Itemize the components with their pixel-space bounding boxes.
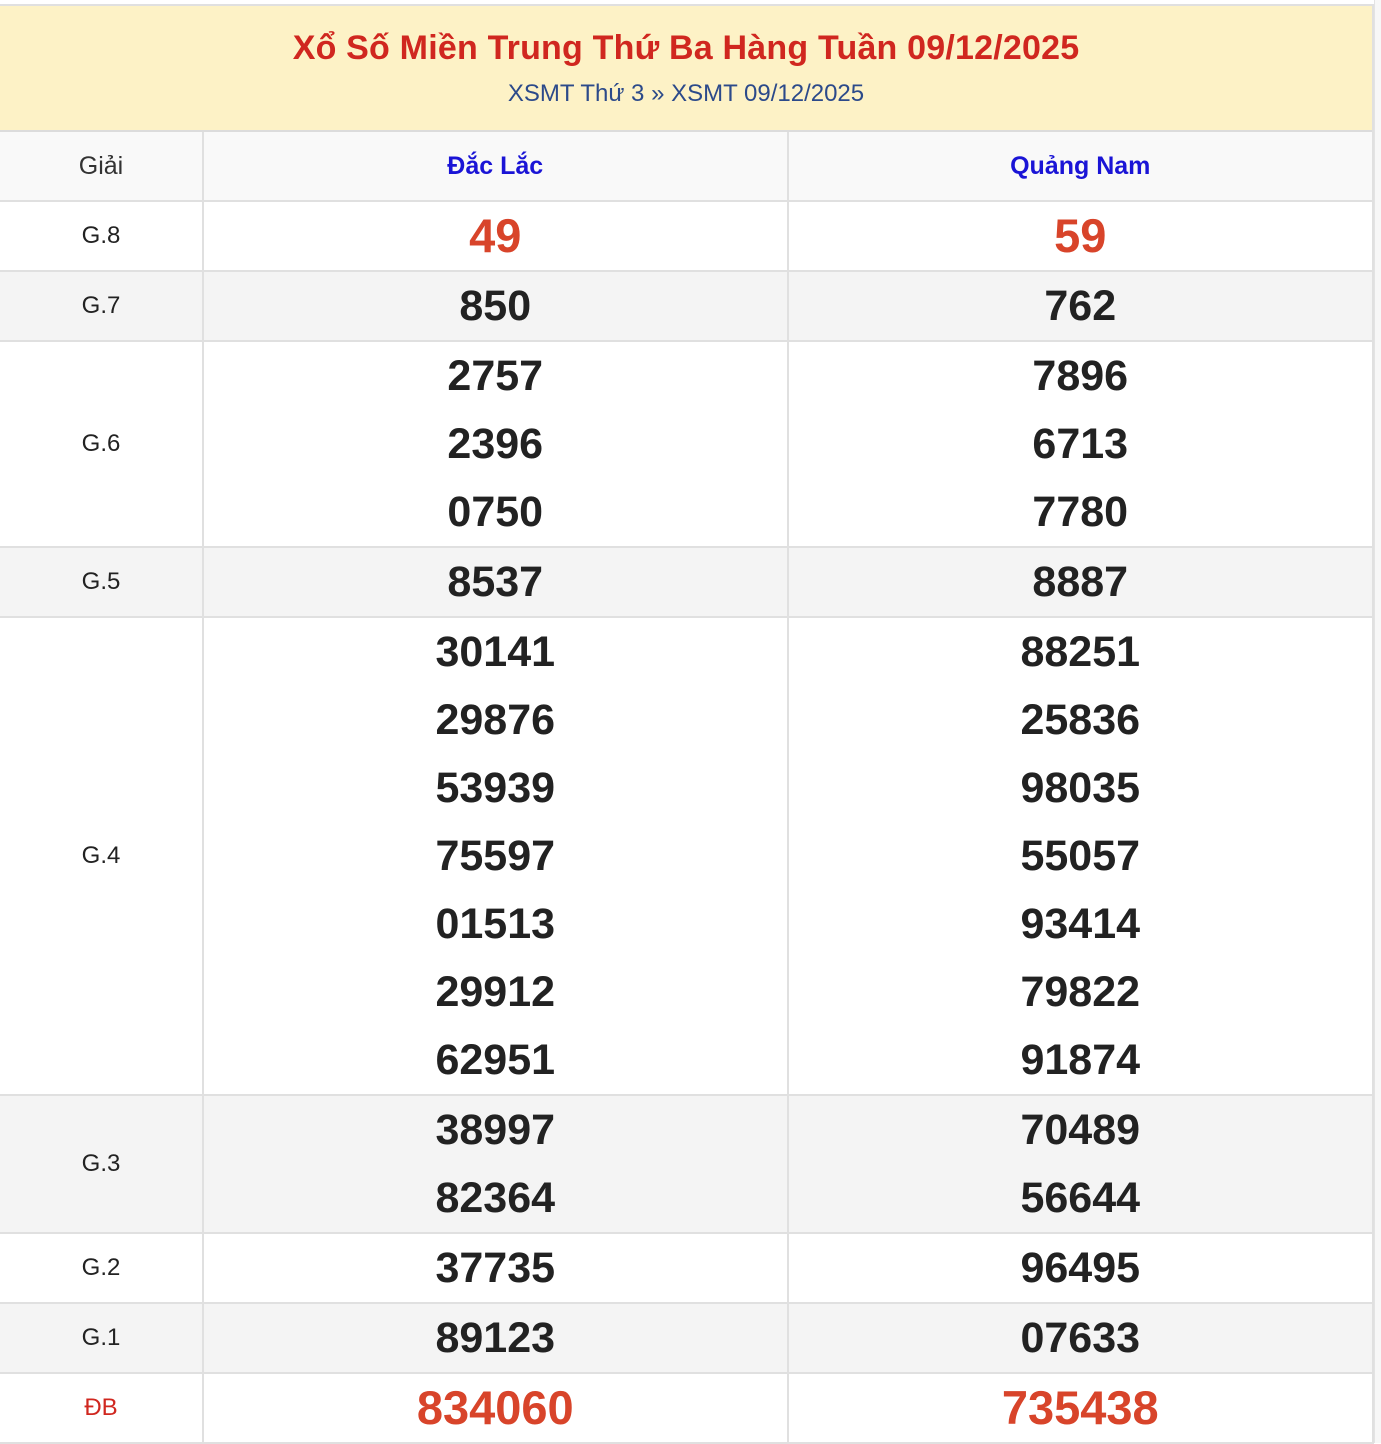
dak-lak-result-cell — [203, 547, 788, 617]
prize-row — [0, 547, 1372, 617]
lottery-number: 62951 — [435, 1036, 556, 1084]
results-header — [0, 6, 1372, 132]
lottery-number: 37735 — [435, 1244, 556, 1292]
lottery-number: 53939 — [435, 764, 556, 812]
prize-row — [0, 271, 1372, 341]
lottery-number: 0750 — [447, 488, 544, 536]
breadcrumb-separator-icon: » — [651, 80, 665, 107]
quang-nam-result-cell — [788, 1233, 1373, 1303]
prize-label: G.2 — [0, 1233, 203, 1303]
breadcrumb-link-date[interactable]: XSMT 09/12/2025 — [671, 80, 865, 107]
prize-label: ĐB — [0, 1373, 203, 1443]
dak-lak-result-cell — [203, 1373, 788, 1443]
quang-nam-result-cell — [788, 341, 1373, 547]
lottery-number: 59 — [1054, 209, 1107, 262]
prize-label: G.4 — [0, 617, 203, 1095]
lottery-number: 82364 — [435, 1174, 556, 1222]
lottery-number: 850 — [459, 282, 532, 330]
lottery-number: 01513 — [435, 900, 556, 948]
lottery-number: 29876 — [435, 696, 556, 744]
dak-lak-result-cell — [203, 1303, 788, 1373]
results-panel — [0, 4, 1374, 1444]
lottery-number: 93414 — [1020, 900, 1141, 948]
lottery-number: 56644 — [1020, 1174, 1141, 1222]
prize-row — [0, 1095, 1372, 1233]
prize-row — [0, 617, 1372, 1095]
prize-row — [0, 1233, 1372, 1303]
column-header-quang-nam[interactable]: Quảng Nam — [788, 132, 1373, 201]
prize-label: G.8 — [0, 201, 203, 271]
lottery-number: 55057 — [1020, 832, 1141, 880]
prize-label: G.5 — [0, 547, 203, 617]
lottery-number: 29912 — [435, 968, 556, 1016]
prize-label: G.3 — [0, 1095, 203, 1233]
results-table — [0, 132, 1372, 1444]
lottery-number: 2757 — [447, 352, 544, 400]
quang-nam-result-cell — [788, 1095, 1373, 1233]
lottery-number: 91874 — [1020, 1036, 1141, 1084]
lottery-number: 38997 — [435, 1106, 556, 1154]
lottery-number: 79822 — [1020, 968, 1141, 1016]
lottery-number: 07633 — [1020, 1314, 1141, 1362]
lottery-number: 25836 — [1020, 696, 1141, 744]
lottery-number: 2396 — [447, 420, 544, 468]
prize-row — [0, 201, 1372, 271]
page-title: Xổ Số Miền Trung Thứ Ba Hàng Tuần 09/12/2025 — [292, 29, 1080, 67]
dak-lak-result-cell — [203, 1095, 788, 1233]
dak-lak-result-cell — [203, 341, 788, 547]
lottery-number: 30141 — [435, 628, 556, 676]
breadcrumb-link-weekday[interactable]: XSMT Thứ 3 — [507, 80, 645, 107]
quang-nam-result-cell — [788, 617, 1373, 1095]
quang-nam-result-cell — [788, 1303, 1373, 1373]
quang-nam-result-cell — [788, 271, 1373, 341]
lottery-number: 88251 — [1020, 628, 1141, 676]
prize-label: G.7 — [0, 271, 203, 341]
lottery-number: 75597 — [435, 832, 556, 880]
breadcrumb — [0, 80, 1372, 108]
lottery-number: 98035 — [1020, 764, 1141, 812]
lottery-number: 7780 — [1032, 488, 1129, 536]
quang-nam-result-cell — [788, 201, 1373, 271]
lottery-number: 8537 — [447, 558, 544, 606]
quang-nam-result-cell — [788, 1373, 1373, 1443]
prize-row — [0, 1373, 1372, 1443]
lottery-number: 7896 — [1032, 352, 1129, 400]
lottery-number: 735438 — [1001, 1381, 1159, 1434]
lottery-number: 6713 — [1032, 420, 1129, 468]
lottery-number: 762 — [1044, 282, 1117, 330]
lottery-number: 70489 — [1020, 1106, 1141, 1154]
prize-row — [0, 341, 1372, 547]
dak-lak-result-cell — [203, 201, 788, 271]
lottery-number: 8887 — [1032, 558, 1129, 606]
prize-row — [0, 1303, 1372, 1373]
table-header-row — [0, 132, 1372, 201]
column-header-prize: Giải — [0, 132, 203, 201]
lottery-number: 96495 — [1020, 1244, 1141, 1292]
column-header-dak-lak[interactable]: Đắc Lắc — [203, 132, 788, 201]
dak-lak-result-cell — [203, 271, 788, 341]
prize-label: G.6 — [0, 341, 203, 547]
scrollbar-gutter — [1374, 0, 1381, 1443]
lottery-number: 49 — [469, 209, 522, 262]
lottery-number: 834060 — [416, 1381, 574, 1434]
lottery-number: 89123 — [435, 1314, 556, 1362]
prize-label: G.1 — [0, 1303, 203, 1373]
quang-nam-result-cell — [788, 547, 1373, 617]
dak-lak-result-cell — [203, 617, 788, 1095]
dak-lak-result-cell — [203, 1233, 788, 1303]
